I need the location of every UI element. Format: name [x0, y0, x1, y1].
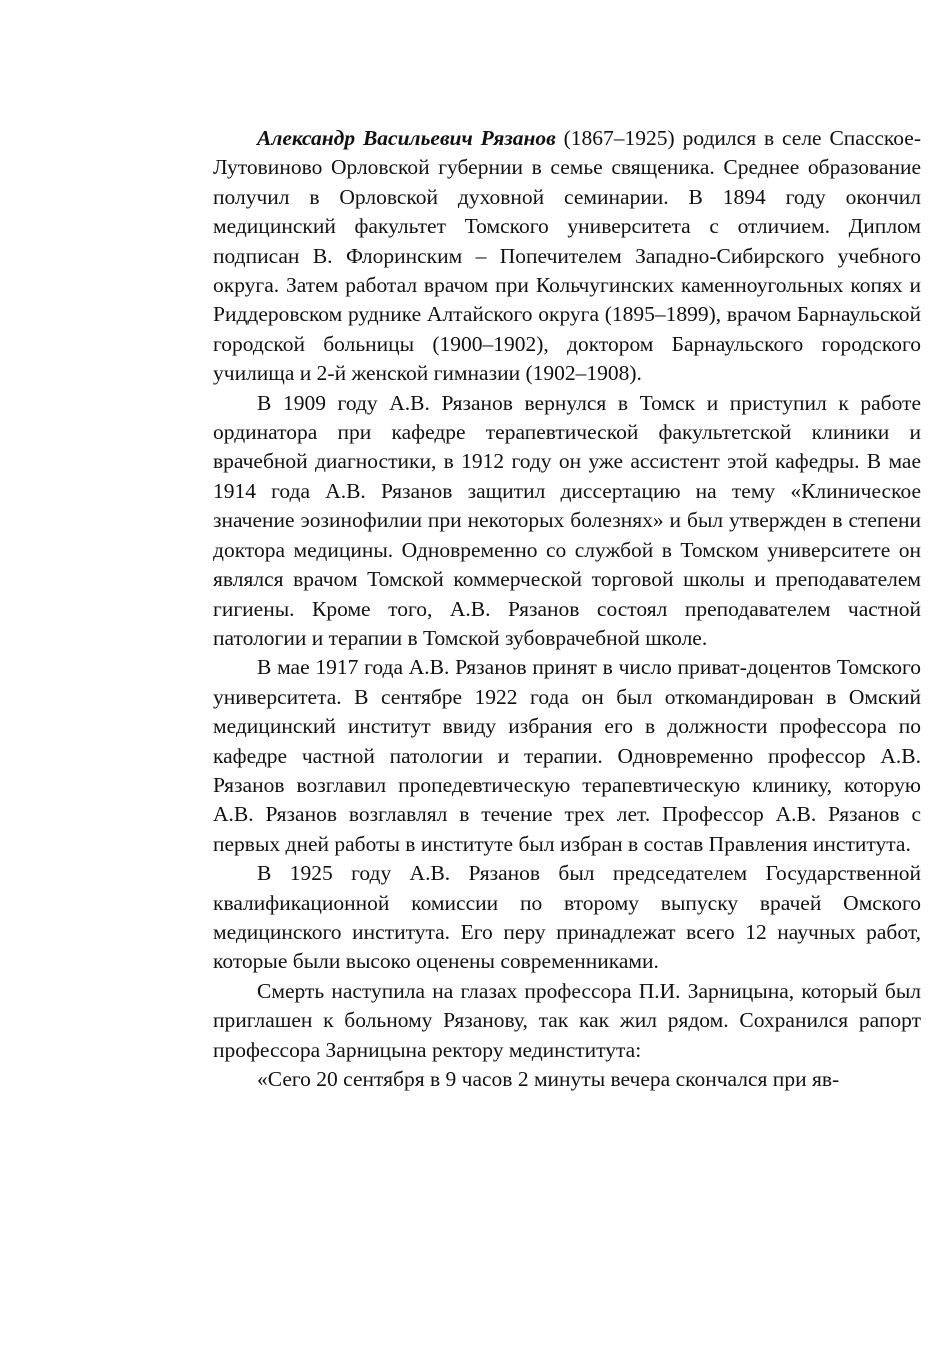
paragraph-report-quote: «Сего 20 сентября в 9 часов 2 минуты вечера скончался при яв-	[257, 1067, 840, 1091]
paragraph-omsk-institute: В мае 1917 года А.В. Рязанов принят в число приват-доцентов Томского университета. В сентябре 1922 года он был откомандирован в Омский медицинский институт ввиду избрания его в должности профессора по кафедре частной патологии и терапии. Одновременно профессор А.В. Рязанов возглавил пропедевтическую терапевтическую клинику, которую А.В. Рязанов возглавлял в течение трех лет. Профессор А.В. Рязанов с первых дней работы в институте был избран в состав Правления института.	[213, 655, 921, 856]
paragraph-commission: В 1925 году А.В. Рязанов был председателем Государственной квалификационной комиссии по второму выпуску врачей Омского медицинского института. Его перу принадлежат всего 12 научных работ, которые были высоко оценены современниками.	[213, 861, 921, 974]
paragraph-biography-intro	[213, 124, 921, 389]
person-name: Александр Васильевич Рязанов	[257, 126, 556, 150]
document-page	[213, 124, 921, 1094]
paragraph-death: Смерть наступила на глазах профессора П.И. Зарницына, который был приглашен к больному Рязанову, так как жил рядом. Сохранился рапорт профессора Зарницына ректору мединститута:	[213, 978, 921, 1062]
paragraph-tomsk-career: В 1909 году А.В. Рязанов вернулся в Томск и приступил к работе ординатора при кафедре терапевтической факультетской клиники и врачебной диагностики, в 1912 году он уже ассистент этой кафедры. В мае 1914 года А.В. Рязанов защитил диссертацию на тему «Клиническое значение эозинофилии при некоторых болезнях» и был утвержден в степени доктора медицины. Одновременно со службой в Томском университете он являлся врачом Томской коммерческой торговой школы и преподавателем гигиены. Кроме того, А.В. Рязанов состоял преподавателем частной патологии и терапии в Томской зубоврачебной школе.	[213, 390, 921, 650]
paragraph-text: (1867–1925) родился в селе Спасское-Лутовиново Орловской губернии в семье священика. Среднее образование получил в Орловской духовной семинарии. В 1894 году окончил медицинский факультет Томского университета с отличием. Диплом подписан В. Флоринским – Попечителем Западно-Сибирского учебного округа. Затем работал врачом при Кольчугинских каменноугольных копях и Риддеровском руднике Алтайского округа (1895–1899), врачом Барнаульской городской больницы (1900–1902), доктором Барнаульского городского училища и 2-й женской гимназии (1902–1908).	[213, 126, 922, 386]
